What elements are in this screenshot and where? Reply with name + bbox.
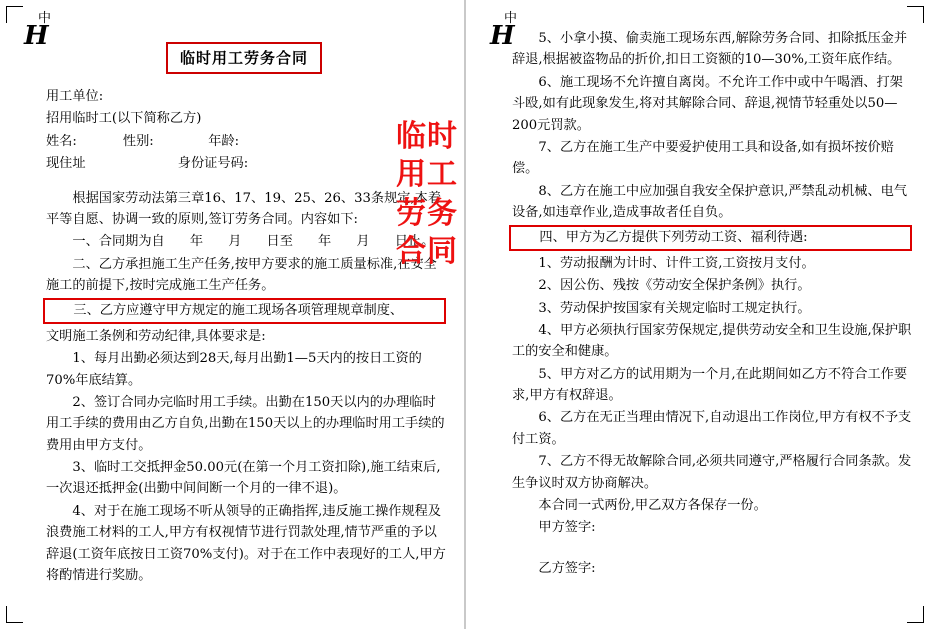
list-item: 8、乙方在施工中应加强自我安全保护意识,严禁乱动机械、电气设备,如违章作业,造成事故者任自负。 <box>512 183 908 220</box>
list-item: 1、每月出勤必须达到28天,每月出勤1—5天内的按日工资的70%年底结算。 <box>46 351 422 388</box>
paragraph-clause-3: 三、乙方应遵守甲方规定的施工现场各项管理规章制度、 <box>73 303 404 319</box>
crop-mark-top-left <box>6 6 23 23</box>
list-item: 7、乙方在施工生产中要爱护使用工具和设备,如有损坏按价赔偿。 <box>512 139 894 177</box>
document-page-right <box>466 0 930 629</box>
list-item: 3、劳动保护按国家有关规定临时工规定执行。 <box>538 300 811 316</box>
logo-mark: 中 <box>38 11 51 26</box>
watermark-line: 用工 <box>396 157 458 193</box>
logo-mark: 中 <box>504 11 517 26</box>
list-item: 6、乙方在无正当理由情况下,自动退出工作岗位,甲方有权不予支付工资。 <box>512 410 912 447</box>
list-item: 7、乙方不得无故解除合同,必须共同遵守,严格履行合同条款。发生争议时双方协商解决。 <box>512 454 912 491</box>
paragraph-clause-4: 四、甲方为乙方提供下列劳动工资、福利待遇: <box>539 230 808 246</box>
company-logo <box>24 12 66 54</box>
field-name-gender-age: 姓名: 性别: 年龄: <box>46 133 240 149</box>
highlight-box-clause-4 <box>509 225 912 250</box>
left-page-body <box>46 86 446 587</box>
field-employer: 用工单位: <box>46 89 104 104</box>
paragraph-basis: 根据国家劳动法第三章16、17、19、25、26、33条规定,本着平等自愿、协调一致的原则,签订劳务合同。内容如下: <box>46 190 442 227</box>
field-address-id: 现住址 身份证号码: <box>46 156 249 172</box>
signature-party-b: 乙方签字: <box>538 560 596 576</box>
logo-script: H <box>24 21 47 51</box>
watermark-line: 临时 <box>396 119 458 154</box>
closing-statement: 本合同一式两份,甲乙双方各保存一份。 <box>538 497 767 513</box>
list-item: 2、因公伤、残按《劳动安全保护条例》执行。 <box>538 278 811 294</box>
watermark-line: 合同 <box>396 234 458 270</box>
list-item: 1、劳动报酬为计时、计件工资,工资按月支付。 <box>538 255 815 271</box>
list-item: 3、临时工交抵押金50.00元(在第一个月工资扣除),施工结束后,一次退还抵押金(出勤中间间断一个月的一律不退)。 <box>46 460 441 497</box>
list-item: 2、签订合同办完临时用工手续。出勤在150天以内的办理临时用工手续的费用由乙方自负,出勤在150天以上的办理临时用工手续的费用由甲方支付。 <box>46 394 445 453</box>
spacer <box>512 540 912 552</box>
logo-script: H <box>490 21 513 51</box>
list-item: 6、施工现场不允许擅自离岗。不允许工作中或中午喝酒、打架斗殴,如有此现象发生,将对其解除合同、辞退,视情节轻重处以50—200元罚款。 <box>512 74 903 133</box>
document-page-left <box>0 0 464 629</box>
list-item: 5、小拿小摸、偷卖施工现场东西,解除劳务合同、扣除抵压金并辞退,根据被盗物品的折价,扣日工资额的10—30%,工资年底作结。 <box>512 31 908 68</box>
list-item: 4、对于在施工现场不听从领导的正确指挥,违反施工操作规程及浪费施工材料的工人,甲方有权视情节进行罚款处理,情节严重的予以辞退(工资年底按日工资70%支付)。对于在工作中表现好的工人,甲方将酌情进行奖励。 <box>46 503 446 583</box>
crop-mark-bottom-left <box>6 606 23 623</box>
spacer <box>46 176 446 188</box>
field-employee: 招用临时工(以下简称乙方) <box>46 111 202 127</box>
highlight-box-clause-3 <box>43 298 446 323</box>
document-title-box <box>166 42 322 74</box>
crop-mark-top-right <box>907 6 924 23</box>
paragraph-clause-2: 二、乙方承担施工生产任务,按甲方要求的施工质量标准,在安全施工的前提下,按时完成施工生产任务。 <box>46 256 437 293</box>
right-page-body <box>512 28 912 580</box>
list-item: 5、甲方对乙方的试用期为一个月,在此期间如乙方不符合工作要求,甲方有权辞退。 <box>512 366 908 403</box>
paragraph-clause-1: 一、合同期为自 年 月 日至 年 月 日止。 <box>72 234 435 250</box>
page-title: 临时用工劳务合同 <box>180 49 309 67</box>
list-item: 4、甲方必须执行国家劳保规定,提供劳动安全和卫生设施,保护职工的安全和健康。 <box>512 322 912 360</box>
signature-party-a: 甲方签字: <box>538 520 596 536</box>
watermark-overlay <box>396 118 458 272</box>
watermark-line: 劳务 <box>396 195 458 231</box>
crop-mark-bottom-right <box>907 606 924 623</box>
paragraph-clause-3-continued: 文明施工条例和劳动纪律,具体要求是: <box>46 328 266 344</box>
